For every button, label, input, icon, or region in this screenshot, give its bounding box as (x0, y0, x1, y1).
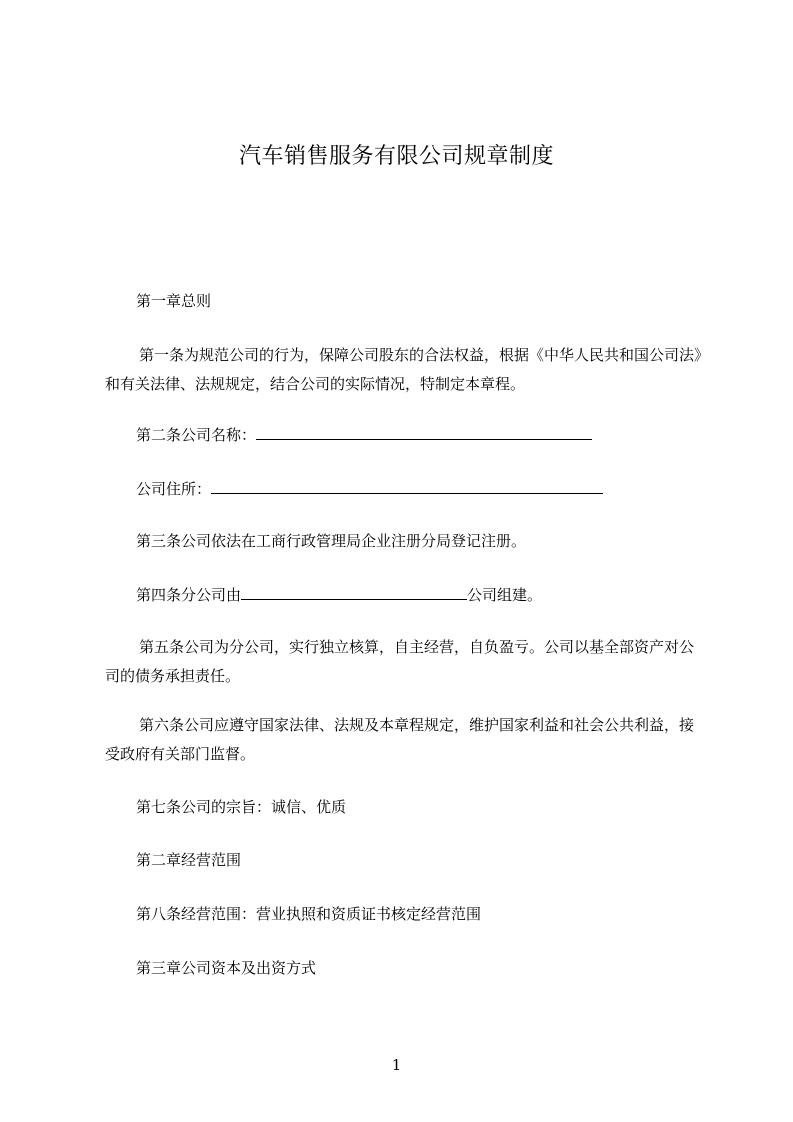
company-address-label: 公司住所： (136, 480, 212, 498)
article-2 (136, 424, 592, 445)
company-address (136, 478, 603, 499)
article-3: 第三条公司依法在工商行政管理局企业注册分局登记注册。 (136, 532, 527, 550)
article-4-prefix: 第四条分公司由 (136, 586, 242, 604)
article-5: 第五条公司为分公司，实行独立核算，自主经营，自负盈亏。公司以基全部资产对公司的债务承担责任。 (105, 638, 695, 685)
article-7: 第七条公司的宗旨：诚信、优质 (136, 798, 347, 816)
chapter-1-heading: 第一章总则 (136, 292, 212, 310)
article-1: 第一条为规范公司的行为，保障公司股东的合法权益，根据《中华人民共和国公司法》和有关法律、法规规定，结合公司的实际情况，特制定本章程。 (105, 346, 702, 393)
document-title: 汽车销售服务有限公司规章制度 (238, 144, 554, 169)
article-4-suffix: 公司组建。 (467, 586, 543, 604)
company-name-label: 第二条公司名称： (136, 426, 257, 444)
article-6: 第六条公司应遵守国家法律、法规及本章程规定，维护国家利益和社会公共利益，接受政府有关部门监督。 (105, 716, 695, 763)
founding-company-blank[interactable] (241, 584, 467, 600)
chapter-3-heading: 第三章公司资本及出资方式 (136, 959, 317, 977)
company-name-blank[interactable] (256, 424, 592, 440)
company-address-blank[interactable] (211, 478, 603, 494)
page-number: 1 (391, 1056, 402, 1074)
article-8: 第八条经营范围：营业执照和资质证书核定经营范围 (136, 905, 482, 923)
article-4 (136, 584, 542, 605)
chapter-2-heading: 第二章经营范围 (136, 851, 242, 869)
